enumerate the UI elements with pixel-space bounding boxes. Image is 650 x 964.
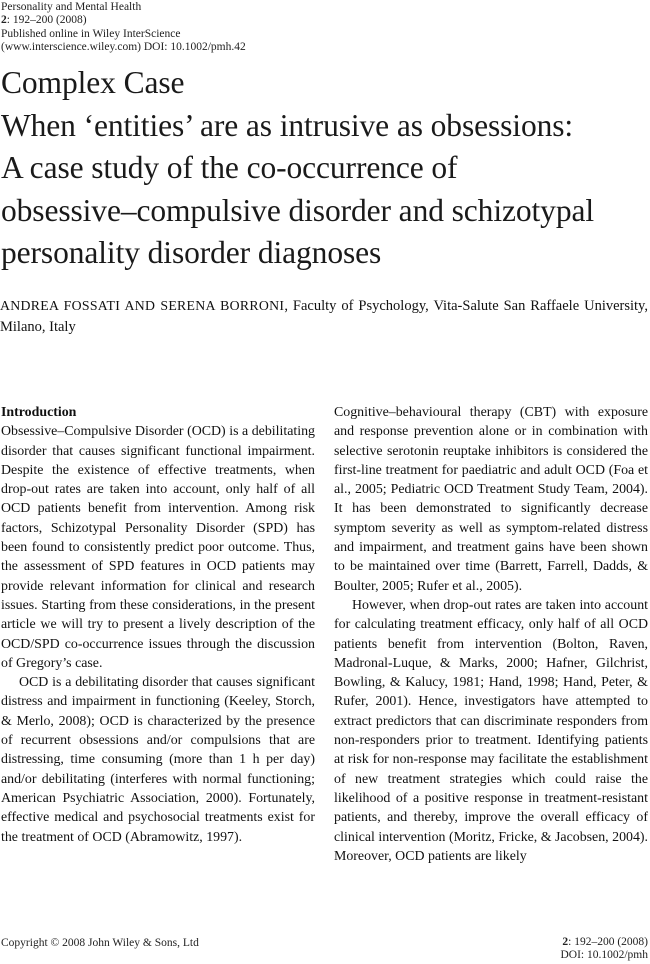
footer-pages: : 192–200 (2008) bbox=[568, 936, 648, 948]
paragraph: Cognitive–behavioural therapy (CBT) with exposure and response prevention alone or in combination with selective serotonin reuptake inhibitors is considered the first-line treatment for paediatric and adult OCD (Foa et al., 2005; Pediatric OCD Treatment Study Team, 2004). It has been demonstrated to significantly decrease symptom severity as well as symptom-related distress and impairment, and treatment gains have been shown to be maintained over time (Barrett, Farrell, Dadds, & Boulter, 2005; Rufer et al., 2005). bbox=[334, 405, 648, 594]
journal-pages: : 192–200 (2008) bbox=[6, 14, 87, 27]
section-heading: Introduction bbox=[1, 405, 77, 420]
footer-doi: DOI: 10.1002/pmh bbox=[560, 949, 648, 961]
copyright-footer: Copyright © 2008 John Wiley & Sons, Ltd bbox=[1, 937, 199, 949]
author-names: ANDREA FOSSATI AND SERENA BORRONI bbox=[0, 298, 285, 313]
article-type: Complex Case bbox=[1, 65, 185, 100]
author-affiliation: , Faculty of Psychology, Vita-Salute San Raffaele University, Milano, Italy bbox=[0, 298, 648, 335]
journal-volume-line bbox=[1, 14, 421, 27]
right-column bbox=[334, 403, 648, 866]
title-line: A case study of the co-occurrence of bbox=[1, 150, 458, 185]
paragraph: Obsessive–Compulsive Disorder (OCD) is a debilitating disorder that causes significant functional impairment. Despite the existence of effective treatments, when drop-out rates are taken into account, only half of all OCD patients benefit from intervention. Among risk factors, Schizotypal Personality Disorder (SPD) has been found to consistently predict poor outcome. Thus, the assessment of SPD features in OCD patients may provide relevant information for clinical and research issues. Starting from these considerations, in the present article we will try to present a lively description of the OCD/SPD co-occurrence issues through the discussion of Gregory’s case. bbox=[1, 424, 315, 671]
title-line: When ‘entities’ are as intrusive as obsessions: bbox=[1, 107, 574, 143]
journal-name: Personality and Mental Health bbox=[1, 1, 142, 13]
journal-doi-line: (www.interscience.wiley.com) DOI: 10.1002/pmh.42 bbox=[1, 40, 246, 53]
paragraph: OCD is a debilitating disorder that causes significant distress and impairment in functioning (Keeley, Storch, & Merlo, 2008); OCD is characterized by the presence of recurrent obsessions and/or compulsions that are distressing, time consuming (more than 1 h per day) and/or debilitating (interferes with normal functioning; American Psychiatric Association, 2000). Fortunately, effective medical and psychosocial treatments exist for the treatment of OCD (Abramowitz, 1997). bbox=[1, 675, 315, 845]
journal-volume: 2 bbox=[1, 14, 7, 27]
title-line: personality disorder diagnoses bbox=[1, 235, 382, 270]
footer-volume-line bbox=[560, 936, 648, 949]
journal-header bbox=[1, 1, 421, 54]
author-block bbox=[0, 295, 648, 338]
title-line: obsessive–compulsive disorder and schizotypal bbox=[1, 192, 595, 228]
page-footer-info bbox=[560, 936, 648, 962]
left-column bbox=[1, 403, 315, 847]
journal-online-line: Published online in Wiley InterScience bbox=[1, 27, 181, 40]
article-title bbox=[1, 62, 641, 275]
paragraph: However, when drop-out rates are taken into account for calculating treatment efficacy, only half of all OCD patients benefit from intervention (Bolton, Raven, Madronal-Luque, & Marks, 2000; Hafner, Gilchrist, Bowling, & Kalucy, 1981; Hand, 1998; Hand, Peter, & Rufer, 2001). Hence, investigators have attempted to extract predictors that can discriminate responders from non-responders prior to treatment. Identifying patients at risk for non-response may facilitate the establishment of new treatment strategies which could raise the likelihood of a positive response in treatment-resistant patients, and thereby, improve the overall efficacy of clinical intervention (Moritz, Fricke, & Jacobsen, 2004). Moreover, OCD patients are likely bbox=[334, 597, 648, 864]
footer-volume: 2 bbox=[562, 936, 569, 948]
